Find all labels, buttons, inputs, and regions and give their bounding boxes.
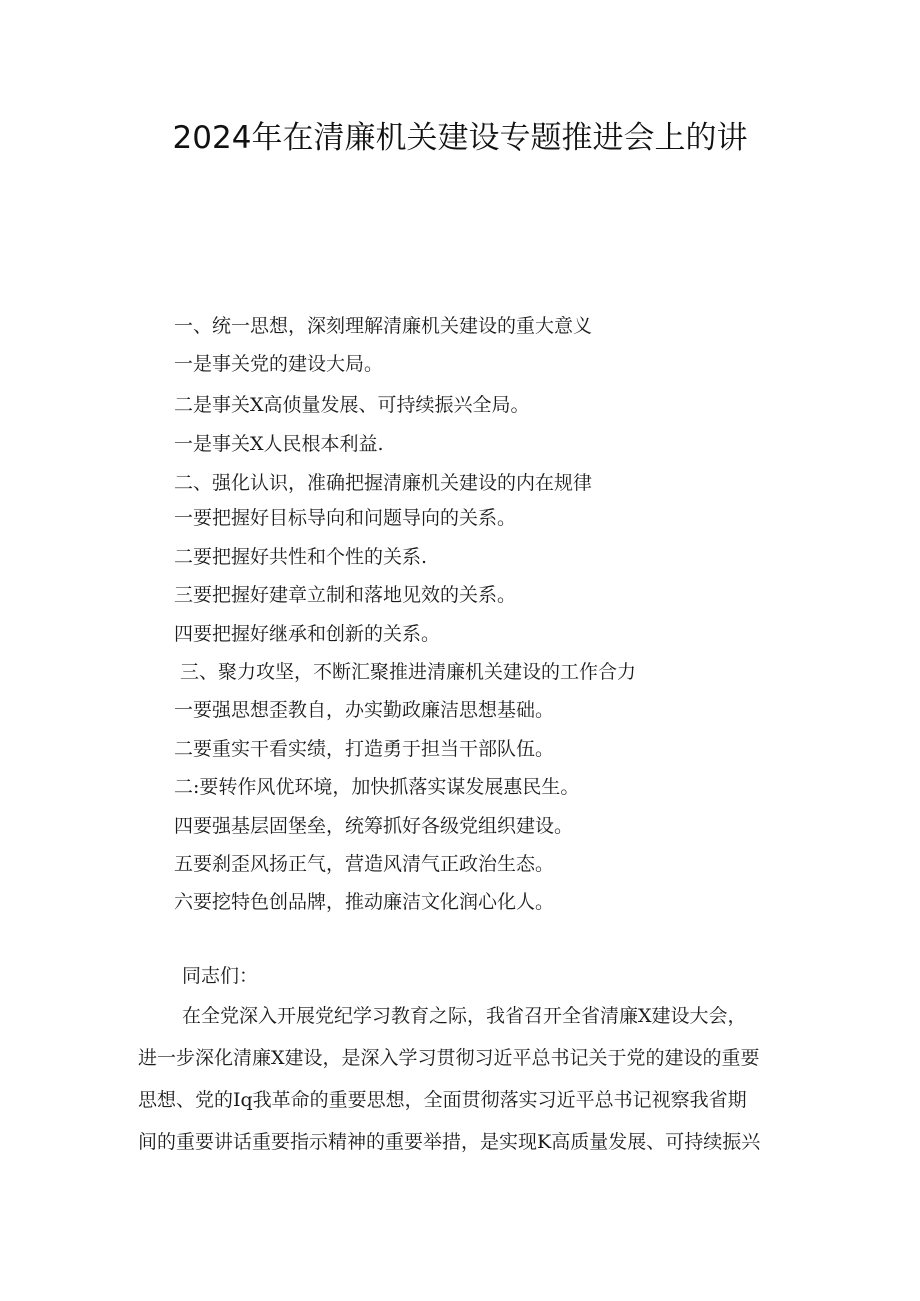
body-line: 在全党深入开展党纪学习教育之际，我省召开全省清廉X建设大会， [182, 1005, 747, 1027]
outline-item: 六要挖特色创品牌，推动廉洁文化润心化人。 [174, 891, 555, 913]
outline-heading-2: 二、强化认识，准确把握清廉机关建设的内在规律 [174, 472, 593, 494]
outline-item: 五要刹歪风扬正气，营造风清气正政治生态。 [174, 853, 555, 875]
outline-item: 一是事关党的建设大局。 [174, 353, 384, 375]
document-title: 2024年在清廉机关建设专题推进会上的讲 [172, 120, 748, 156]
outline-item: 一要强思想歪教自，办实勤政廉洁思想基础。 [174, 699, 555, 721]
outline-item: 二是事关X高侦量发展、可持续振兴全局。 [174, 394, 530, 416]
body-line: 思想、党的Iq我革命的重要思想，全面贯彻落实习近平总书记视察我省期 [138, 1089, 747, 1111]
body-line: 进一步深化清廉X建设，是深入学习贯彻习近平总书记关于党的建设的重要 [138, 1047, 760, 1069]
outline-item: 一要把握好目标导向和问题导向的关系。 [174, 507, 517, 529]
outline-item: 二要重实干看实绩，打造勇于担当干部队伍。 [174, 738, 555, 760]
outline-item: 三要把握好建章立制和落地见效的关系。 [174, 584, 517, 606]
outline-item: 二:要转作风优环境，加快抓落实谋发展惠民生。 [174, 776, 580, 798]
body-line: 间的重要讲话重要指示精神的重要举措，是实现K高质量发展、可持续振兴 [138, 1131, 761, 1153]
outline-heading-3: 三、聚力攻坚，不断汇聚推进清廉机关建设的工作合力 [174, 661, 637, 683]
salutation: 同志们： [182, 965, 259, 987]
outline-item: 二要把握好共性和个性的关系. [174, 546, 428, 568]
outline-item: 四要强基层固堡垒，统筹抓好各级党组织建设。 [174, 815, 574, 837]
outline-item: 四要把握好继承和创新的关系。 [174, 623, 441, 645]
outline-item: 一是事关X人民根本利益. [174, 433, 384, 455]
outline-heading-1: 一、统一思想，深刻理解清廉机关建设的重大意义 [174, 315, 593, 337]
